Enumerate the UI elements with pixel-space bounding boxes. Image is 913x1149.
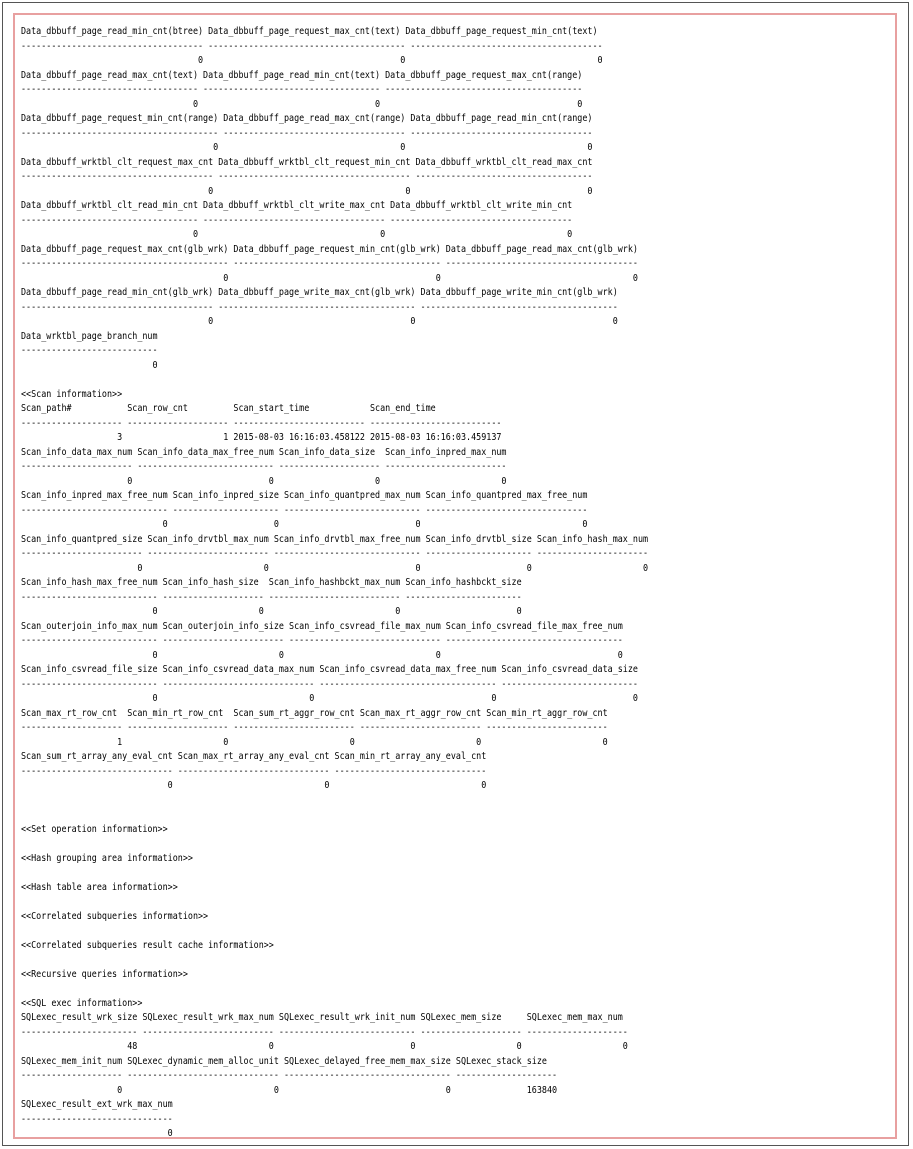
output-line: 0 0 0 [21,229,573,240]
output-line: <<Set operation information>> [21,823,168,835]
output-line: 0 0 0 0 [21,649,623,661]
output-line: --------------------------------------- ------------------------------------ ------------------------------------ [21,127,593,139]
output-line: ----------------------------------- ----------------------------------- --------------------------------------- [21,84,583,95]
output-line: -------------------- -------------------- -------------------------- -------------------------- [21,417,502,429]
output-panel [13,13,897,1139]
output-line: Scan_sum_rt_array_any_eval_cnt Scan_max_rt_array_any_eval_cnt Scan_min_rt_array_any_eval_cnt [21,751,487,762]
output-line [21,373,648,388]
output-line: ----------------------------- --------------------- --------------------------- -------------------------------- [21,504,588,516]
output-line: Scan_outerjoin_info_max_num Scan_outerjoin_info_size Scan_info_csvread_file_max_num Scan_info_csvread_file_max_free_num [21,620,623,632]
statistics-output-text [21,25,648,1139]
output-line [21,982,648,997]
output-line: 0 0 0 [21,780,487,791]
output-line [21,895,648,910]
output-line: 0 0 0 [21,98,583,110]
output-line: 0 0 0 [21,272,638,284]
output-line: Scan_info_quantpred_size Scan_info_drvtbl_max_num Scan_info_drvtbl_max_free_num Scan_info_drvtbl_size Scan_info_hash_max_num [21,533,649,545]
output-line: Scan_path# Scan_row_cnt Scan_start_time Scan_end_time [21,403,436,414]
output-line: <<Correlated subqueries information>> [21,910,209,922]
output-line [21,953,648,968]
output-line: ---------------------- --------------------------- -------------------- ------------------------ [21,461,507,472]
output-line: 1 0 0 0 0 [21,736,608,748]
output-line [21,794,648,809]
output-line: 0 0 0 [21,316,618,327]
output-line: ------------------------------ [21,1113,173,1125]
output-line: -------------------- -------------------- ------------------------ ------------------------ ------------------------ [21,722,608,733]
output-line: 0 0 0 [21,142,593,153]
output-line: Data_dbbuff_page_read_min_cnt(btree) Data_dbbuff_page_request_max_cnt(text) Data_dbbuff_page_request_min_cnt(text) [21,26,598,37]
output-line: ------------------------ ------------------------ ----------------------------- --------------------- ---------------------- [21,548,649,559]
output-line: Data_wrktbl_page_branch_num [21,330,158,342]
output-line: 0 0 0 0 [21,519,588,530]
output-line: 0 0 0 163840 [21,1084,558,1096]
output-line: --------------------------- -------------------- -------------------------- ----------------------- [21,591,522,603]
output-line: 3 1 2015-08-03 16:16:03.458122 2015-08-03 16:16:03.459137 [21,432,502,443]
output-line: Data_dbbuff_page_request_min_cnt(range) Data_dbbuff_page_read_max_cnt(range) Data_dbbuff_page_read_min_cnt(range) [21,113,593,124]
output-line: <<Recursive queries information>> [21,968,188,980]
output-line: -------------------------------------- -------------------------------------- ----------------------------------- [21,171,593,182]
output-line: -------------------- ------------------------------ --------------------------------- -------------------- [21,1070,558,1081]
output-line: ----------------------- -------------------------- --------------------------- -------------------- -------------------- [21,1026,628,1038]
output-line: --------------------------- [21,345,158,356]
output-line: 0 0 0 [21,55,603,66]
output-line: 0 0 0 0 [21,693,638,704]
output-line: 0 0 0 0 [21,606,522,617]
output-line: Data_dbbuff_page_read_min_cnt(glb_wrk) Data_dbbuff_page_write_max_cnt(glb_wrk) Data_dbbuff_page_write_min_cnt(glb_wrk) [21,287,618,298]
output-line [21,808,648,823]
output-line: ----------------------------------- ------------------------------------ ------------------------------------ [21,214,573,226]
output-line: Scan_max_rt_row_cnt Scan_min_rt_row_cnt Scan_sum_rt_aggr_row_cnt Scan_max_rt_aggr_row_cnt Scan_min_rt_aggr_row_cnt [21,707,608,719]
output-line: Scan_info_data_max_num Scan_info_data_max_free_num Scan_info_data_size Scan_info_inpred_max_num [21,446,507,458]
output-line: 0 [21,1128,173,1139]
output-line: --------------------------- ------------------------ ------------------------------ ----------------------------------- [21,635,623,646]
output-line: <<Hash table area information>> [21,881,178,893]
output-line: 0 [21,359,158,371]
output-line: SQLexec_mem_init_num SQLexec_dynamic_mem_alloc_unit SQLexec_delayed_free_mem_max_size SQLexec_stack_size [21,1055,547,1067]
output-line: -------------------------------------- --------------------------------------- --------------------------------------- [21,301,618,313]
output-line: --------------------------- ------------------------------ ----------------------------------- --------------------------- [21,678,638,690]
output-line: ----------------------------------------- ----------------------------------------- -------------------------------------- [21,258,638,269]
output-line: 48 0 0 0 0 [21,1041,628,1052]
output-line: <<Correlated subqueries result cache information>> [21,939,274,951]
output-line: ------------------------------------ --------------------------------------- -------------------------------------- [21,40,603,52]
output-line: 0 0 0 [21,185,593,197]
output-line: 0 0 0 0 [21,475,507,487]
window-frame [2,2,909,1146]
output-line: Data_dbbuff_wrktbl_clt_read_min_cnt Data_dbbuff_wrktbl_clt_write_max_cnt Data_dbbuff_wrktbl_clt_write_min_cnt [21,200,573,211]
output-line [21,866,648,881]
output-line: SQLexec_result_wrk_size SQLexec_result_wrk_max_num SQLexec_result_wrk_init_num SQLexec_mem_size SQLexec_mem_max_num [21,1012,623,1023]
output-line [21,837,648,852]
output-line: <<Scan information>> [21,388,123,400]
output-line: SQLexec_result_ext_wrk_max_num [21,1099,173,1110]
output-line: Data_dbbuff_page_request_max_cnt(glb_wrk) Data_dbbuff_page_request_min_cnt(glb_wrk) Data_dbbuff_page_read_max_cnt(glb_wrk) [21,243,638,255]
output-line [21,924,648,939]
output-line: Data_dbbuff_page_read_max_cnt(text) Data_dbbuff_page_read_min_cnt(text) Data_dbbuff_page_request_max_cnt(range) [21,69,583,81]
output-line: <<SQL exec information>> [21,997,143,1009]
output-line: <<Hash grouping area information>> [21,852,193,864]
output-line: Scan_info_csvread_file_size Scan_info_csvread_data_max_num Scan_info_csvread_data_max_free_num Scan_info_csvread_data_size [21,664,638,675]
output-line: Data_dbbuff_wrktbl_clt_request_max_cnt Data_dbbuff_wrktbl_clt_request_min_cnt Data_dbbuff_wrktbl_clt_read_max_cnt [21,156,593,168]
output-line: 0 0 0 0 0 [21,562,649,574]
output-line: Scan_info_inpred_max_free_num Scan_info_inpred_size Scan_info_quantpred_max_num Scan_info_quantpred_max_free_num [21,490,588,501]
output-line: Scan_info_hash_max_free_num Scan_info_hash_size Scan_info_hashbckt_max_num Scan_info_hashbckt_size [21,577,522,588]
output-line: ------------------------------ ------------------------------ ------------------------------ [21,765,487,777]
